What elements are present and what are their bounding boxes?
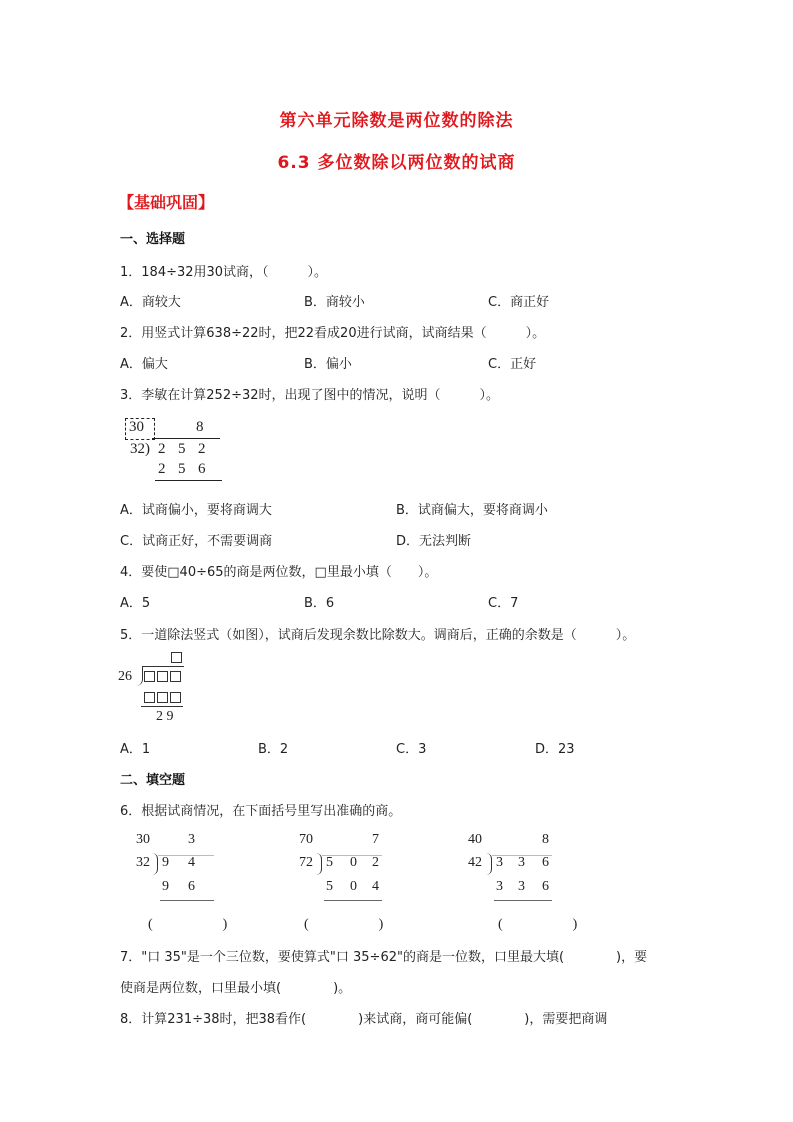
dividend-digit: 9 — [162, 855, 169, 870]
remainder: 2 9 — [156, 709, 174, 724]
q3-option-d[interactable]: D．无法判断 — [396, 534, 472, 549]
question-4-stem: 4．要使□40÷65的商是两位数，□里最小填（ ）。 — [120, 565, 438, 580]
quotient: 3 — [188, 832, 195, 847]
product-box-icon — [157, 692, 168, 703]
quotient: 7 — [372, 832, 379, 847]
quotient: 8 — [196, 419, 204, 435]
quotient-bar — [152, 438, 220, 439]
subtraction-bar — [324, 900, 382, 901]
answer-blank[interactable]: ( ) — [148, 917, 228, 932]
q3-option-c[interactable]: C．试商正好，不需要调商 — [120, 534, 273, 549]
q2-option-b[interactable]: B．偏小 — [304, 357, 352, 372]
subtraction-bar — [155, 480, 222, 481]
product-digit: 2 — [158, 461, 166, 477]
q3-option-b[interactable]: B．试商偏大，要将商调小 — [396, 503, 548, 518]
q2-option-a[interactable]: A．偏大 — [120, 357, 168, 372]
question-7-line-2: 使商是两位数，口里最小填( )。 — [120, 981, 352, 996]
question-8-stem: 8．计算231÷38时，把38看作( )来试商，商可能偏( )，需要把商调 — [120, 1012, 608, 1027]
question-2-stem: 2．用竖式计算638÷22时，把22看成20进行试商，试商结果（ ）。 — [120, 326, 546, 341]
quotient-box-icon — [171, 652, 182, 663]
dividend-box-icon — [170, 671, 181, 682]
dividend-digit: 6 — [542, 855, 549, 870]
dividend-box-icon — [157, 671, 168, 682]
part1-heading: 一、选择题 — [120, 232, 186, 247]
q5-option-c[interactable]: C．3 — [396, 742, 427, 757]
divisor: 42 — [468, 855, 482, 870]
product-digit: 3 — [518, 879, 525, 894]
dividend-box-icon — [144, 671, 155, 682]
dividend-digit: 3 — [518, 855, 525, 870]
q5-option-d[interactable]: D．23 — [535, 742, 575, 757]
product-digit: 4 — [372, 879, 379, 894]
subtraction-bar — [141, 706, 183, 707]
division-bracket — [136, 666, 143, 686]
divisor: 72 — [299, 855, 313, 870]
q1-option-a[interactable]: A．商较大 — [120, 295, 181, 310]
part2-heading: 二、填空题 — [120, 773, 186, 788]
quotient-bar — [142, 666, 184, 667]
dividend-digit: 2 — [198, 441, 206, 457]
product-digit: 6 — [188, 879, 195, 894]
dividend-digit: 3 — [496, 855, 503, 870]
divisor: 32) — [130, 441, 150, 457]
q4-option-b[interactable]: B．6 — [304, 596, 335, 611]
answer-blank[interactable]: ( ) — [498, 917, 578, 932]
dividend-digit: 5 — [178, 441, 186, 457]
product-digit: 3 — [496, 879, 503, 894]
subtraction-bar — [160, 900, 214, 901]
question-1-stem: 1．184÷32用30试商，（ ）。 — [120, 265, 328, 280]
product-digit: 6 — [198, 461, 206, 477]
unit-title: 第六单元除数是两位数的除法 — [279, 111, 514, 131]
q4-option-c[interactable]: C．7 — [488, 596, 519, 611]
trial-divisor: 30 — [129, 419, 144, 435]
dividend-digit: 0 — [350, 855, 357, 870]
section-tag: 【基础巩固】 — [118, 193, 215, 212]
product-digit: 5 — [326, 879, 333, 894]
division-bracket — [316, 853, 322, 875]
question-6-stem: 6．根据试商情况，在下面括号里写出准确的商。 — [120, 804, 402, 819]
product-digit: 0 — [350, 879, 357, 894]
dividend-digit: 5 — [326, 855, 333, 870]
division-bracket — [152, 853, 158, 875]
subtraction-bar — [494, 900, 552, 901]
answer-blank[interactable]: ( ) — [304, 917, 384, 932]
division-bracket — [486, 853, 492, 875]
q4-option-a[interactable]: A．5 — [120, 596, 151, 611]
question-3-stem: 3．李敏在计算252÷32时，出现了图中的情况，说明（ ）。 — [120, 388, 500, 403]
q5-option-a[interactable]: A．1 — [120, 742, 151, 757]
q2-option-c[interactable]: C．正好 — [488, 357, 537, 372]
lesson-title: 6.3 多位数除以两位数的试商 — [277, 153, 516, 173]
quotient: 8 — [542, 832, 549, 847]
divisor: 32 — [136, 855, 150, 870]
product-box-icon — [144, 692, 155, 703]
trial-divisor: 70 — [299, 832, 313, 847]
product-digit: 6 — [542, 879, 549, 894]
q1-option-b[interactable]: B．商较小 — [304, 295, 365, 310]
question-7-line-1: 7．"口 35"是一个三位数，要使算式"口 35÷62"的商是一位数，口里最大填( )，要 — [120, 950, 648, 965]
divisor: 26 — [118, 669, 132, 684]
product-digit: 5 — [178, 461, 186, 477]
dividend-digit: 2 — [158, 441, 166, 457]
question-5-stem: 5．一道除法竖式（如图），试商后发现余数比除数大。调商后，正确的余数是（ ）。 — [120, 628, 636, 643]
product-digit: 9 — [162, 879, 169, 894]
q5-option-b[interactable]: B．2 — [258, 742, 289, 757]
trial-divisor: 30 — [136, 832, 150, 847]
q3-option-a[interactable]: A．试商偏小，要将商调大 — [120, 503, 272, 518]
q1-option-c[interactable]: C．商正好 — [488, 295, 550, 310]
dividend-digit: 2 — [372, 855, 379, 870]
trial-divisor: 40 — [468, 832, 482, 847]
product-box-icon — [170, 692, 181, 703]
dividend-digit: 4 — [188, 855, 195, 870]
